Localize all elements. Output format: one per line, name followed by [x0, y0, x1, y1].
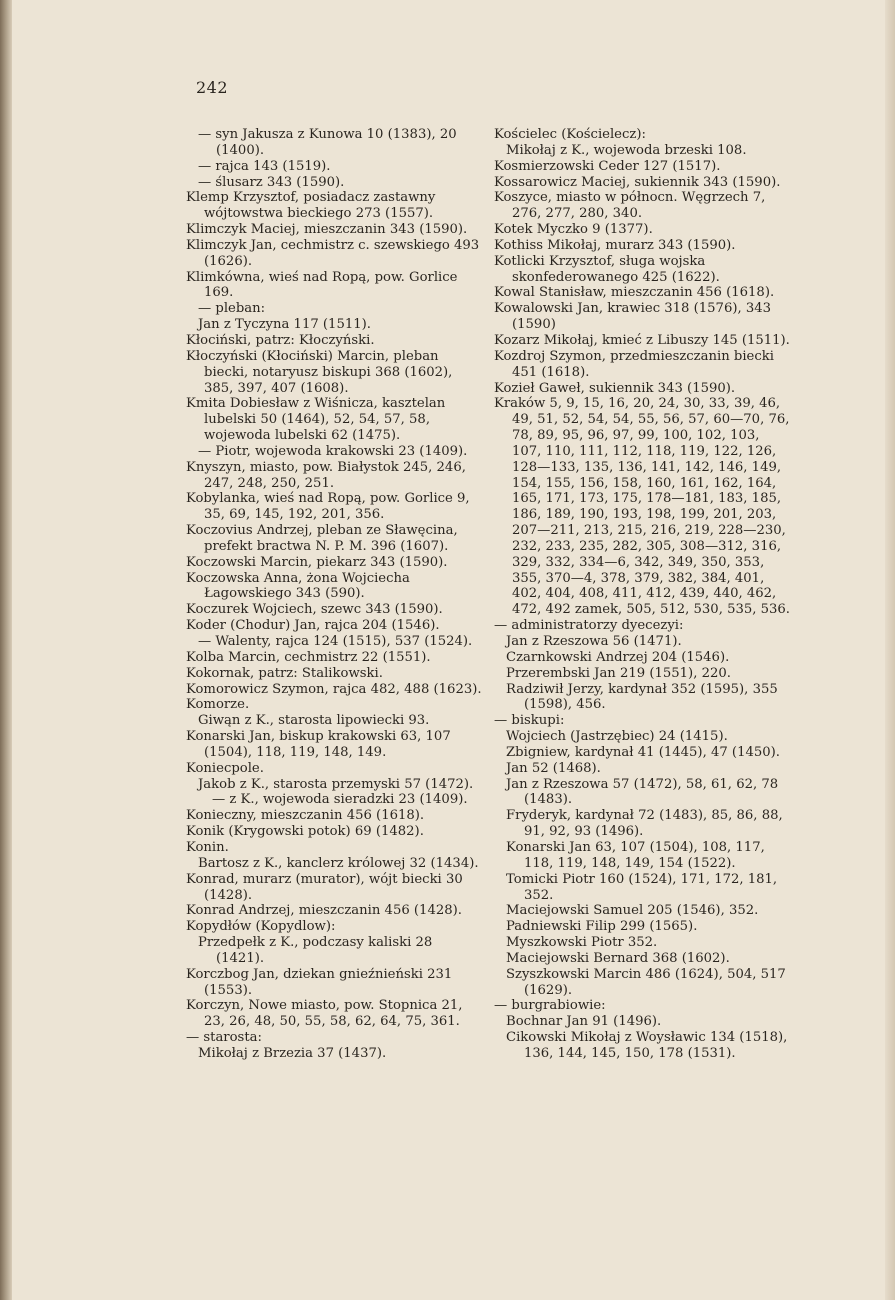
index-entry: Klimczyk Maciej, mieszczanin 343 (1590).: [186, 222, 468, 238]
index-entry: Fryderyk, kardynał 72 (1483), 85, 86, 88, 91, 92, 93 (1496).: [506, 808, 783, 840]
index-entry: — Piotr, wojewoda krakowski 23 (1409).: [198, 443, 468, 459]
index-entry: — biskupi:: [494, 713, 565, 729]
index-entry: Jan z Rzeszowa 57 (1472), 58, 61, 62, 78 (1483).: [506, 776, 779, 808]
index-entry: Kossarowicz Maciej, sukiennik 343 (1590).: [494, 174, 781, 190]
index-entry: Kraków 5, 9, 15, 16, 20, 24, 30, 33, 39, 46, 49, 51, 52, 54, 54, 55, 56, 57, 60—70, 76, 78, 89, 95, 96, 97, 99, 100, 102, 103, 107, 110, 111, 112, 118, 119, 122, 126, 128—133, 135, 136, 141, 142, 146, 149, 154, 155, 156, 158, 160, 161, 162, 164, 165, 171, 173, 175, 178—181, 183, 185, 186, 189, 190, 193, 198, 199, 201, 203, 207—211, 213, 215, 216, 219, 228—230, 232, 233, 235, 282, 305, 308—312, 316, 329, 332, 334—6, 342, 349, 350, 353, 355, 370—4, 378, 379, 382, 384, 401, 402, 404, 408, 411, 412, 439, 440, 462, 472, 492 zamek, 505, 512, 530, 535, 536.: [494, 396, 790, 618]
index-entry: Koczowska Anna, żona Wojciecha Łagowskiego 343 (590).: [186, 570, 410, 602]
index-entry: Zbigniew, kardynał 41 (1445), 47 (1450).: [506, 744, 780, 760]
index-entry: Szyszkowski Marcin 486 (1624), 504, 517 (1629).: [506, 966, 786, 998]
index-entry: Konrad Andrzej, mieszczanin 456 (1428).: [186, 903, 462, 919]
index-entry: Przedpełk z K., podczasy kaliski 28 (1421).: [198, 935, 433, 966]
index-entry: Koniecpole.: [186, 760, 264, 776]
index-entry: Kłociński, patrz: Kłoczyński.: [186, 332, 375, 348]
index-entry: Jan z Tyczyna 117 (1511).: [198, 317, 371, 333]
index-entry: Korczbog Jan, dziekan gnieźnieński 231 (1553).: [186, 966, 453, 998]
index-entry: Konarski Jan, biskup krakowski 63, 107 (1504), 118, 119, 148, 149.: [186, 729, 451, 760]
index-entry: Maciejowski Bernard 368 (1602).: [506, 950, 730, 966]
index-entry: Jan 52 (1468).: [506, 760, 601, 776]
index-entry: — syn Jakusza z Kunowa 10 (1383), 20 (1400).: [198, 127, 457, 158]
index-entry: Koczovius Andrzej, pleban ze Sławęcina, prefekt bractwa N. P. M. 396 (1607).: [186, 523, 458, 554]
index-entry: Jakob z K., starosta przemyski 57 (1472).: [198, 776, 474, 792]
index-entry: Koder (Chodur) Jan, rajca 204 (1546).: [186, 618, 440, 634]
index-entry: — starosta:: [186, 1030, 262, 1046]
index-entry: Knyszyn, miasto, pow. Białystok 245, 246, 247, 248, 250, 251.: [186, 459, 466, 491]
index-entry: — rajca 143 (1519).: [198, 158, 331, 174]
index-entry: Bartosz z K., kanclerz królowej 32 (1434).: [198, 855, 479, 871]
page-edge: [885, 0, 895, 1300]
index-entry: Kozdroj Szymon, przedmieszczanin biecki 451 (1618).: [494, 348, 774, 380]
index-entry: Tomicki Piotr 160 (1524), 171, 172, 181, 352.: [506, 871, 778, 903]
index-entry: Klimkówna, wieś nad Ropą, pow. Gorlice 169.: [186, 269, 458, 301]
index-entry: Kowal Stanisław, mieszczanin 456 (1618).: [494, 285, 775, 301]
index-entry: Kosmierzowski Ceder 127 (1517).: [494, 158, 721, 174]
index-entry: Padniewski Filip 299 (1565).: [506, 919, 698, 935]
index-entry: Giwąn z K., starosta lipowiecki 93.: [198, 713, 430, 729]
index-entry: Kokornak, patrz: Stalikowski.: [186, 665, 383, 681]
index-entry: Konarski Jan 63, 107 (1504), 108, 117, 118, 119, 148, 149, 154 (1522).: [506, 839, 765, 871]
index-entry: Kozarz Mikołaj, kmieć z Libuszy 145 (1511).: [494, 332, 790, 348]
index-entry: Mikołaj z K., wojewoda brzeski 108.: [506, 142, 747, 158]
index-entry: Czarnkowski Andrzej 204 (1546).: [506, 649, 730, 665]
index-entry: Konin.: [186, 839, 229, 855]
index-entry: Kłoczyński (Kłociński) Marcin, pleban biecki, notaryusz biskupi 368 (1602), 385, 397, 407 (1608).: [186, 348, 453, 396]
index-entry: Radziwił Jerzy, kardynał 352 (1595), 355 (1598), 456.: [506, 681, 778, 713]
index-entry: Koczowski Marcin, piekarz 343 (1590).: [186, 554, 448, 570]
index-entry: Bochnar Jan 91 (1496).: [506, 1014, 662, 1030]
index-entry: Myszkowski Piotr 352.: [506, 935, 658, 951]
index-entry: — pleban:: [198, 301, 266, 317]
index-entry: — Walenty, rajca 124 (1515), 537 (1524).: [198, 634, 473, 649]
index-entry: — administratorzy dyecezyi:: [494, 618, 684, 634]
index-entry: Mikołaj z Brzezia 37 (1437).: [198, 1045, 387, 1061]
index-entry: Konieczny, mieszczanin 456 (1618).: [186, 808, 425, 824]
index-entry: Kotlicki Krzysztof, sługa wojska skonfederowanego 425 (1622).: [494, 253, 720, 285]
index-column-right: [494, 127, 790, 1062]
page-number: 242: [196, 78, 229, 97]
index-entry: Maciejowski Samuel 205 (1546), 352.: [506, 903, 759, 919]
index-entry: Konrad, murarz (murator), wójt biecki 30 (1428).: [186, 871, 463, 903]
index-entry: Klemp Krzysztof, posiadacz zastawny wójtowstwa bieckiego 273 (1557).: [186, 190, 436, 222]
index-entry: Kowalowski Jan, krawiec 318 (1576), 343 (1590): [494, 301, 772, 333]
index-entry: — z K., wojewoda sieradzki 23 (1409).: [212, 792, 468, 808]
index-entry: Jan z Rzeszowa 56 (1471).: [506, 634, 682, 649]
index-column-left: [186, 127, 482, 1062]
index-entry: Przerembski Jan 219 (1551), 220.: [506, 665, 731, 681]
index-entry: Konik (Krygowski potok) 69 (1482).: [186, 824, 424, 840]
index-entry: — ślusarz 343 (1590).: [198, 174, 345, 190]
index-entry: Kopydłów (Kopydlow):: [186, 919, 336, 935]
index-entry: — burgrabiowie:: [494, 998, 606, 1014]
index-entry: Koszyce, miasto w północn. Węgrzech 7, 276, 277, 280, 340.: [494, 190, 766, 222]
index-entry: Kobylanka, wieś nad Ropą, pow. Gorlice 9, 35, 69, 145, 192, 201, 356.: [186, 491, 470, 523]
index-entry: Kothiss Mikołaj, murarz 343 (1590).: [494, 237, 736, 253]
index-entry: Koczurek Wojciech, szewc 343 (1590).: [186, 602, 443, 618]
index-entry: Komorowicz Szymon, rajca 482, 488 (1623).: [186, 681, 482, 697]
index-entry: Kmita Dobiesław z Wiśnicza, kasztelan lubelski 50 (1464), 52, 54, 57, 58, wojewoda lubelski 62 (1475).: [186, 396, 446, 444]
index-entry: Cikowski Mikołaj z Woysławic 134 (1518), 136, 144, 145, 150, 178 (1531).: [506, 1030, 788, 1061]
index-entry: Kotek Myczko 9 (1377).: [494, 222, 653, 238]
index-entry: Klimczyk Jan, cechmistrz c. szewskiego 493 (1626).: [186, 237, 480, 269]
index-entry: Kolba Marcin, cechmistrz 22 (1551).: [186, 649, 431, 665]
index-entry: Komorze.: [186, 697, 250, 713]
page-binding-shadow: [0, 0, 12, 1300]
index-entry: Wojciech (Jastrzębiec) 24 (1415).: [506, 729, 728, 745]
index-entry: Kościelec (Kościelecz):: [494, 127, 646, 142]
index-entry: Kozieł Gaweł, sukiennik 343 (1590).: [494, 380, 736, 396]
index-entry: Korczyn, Nowe miasto, pow. Stopnica 21, 23, 26, 48, 50, 55, 58, 62, 64, 75, 361.: [186, 998, 463, 1030]
